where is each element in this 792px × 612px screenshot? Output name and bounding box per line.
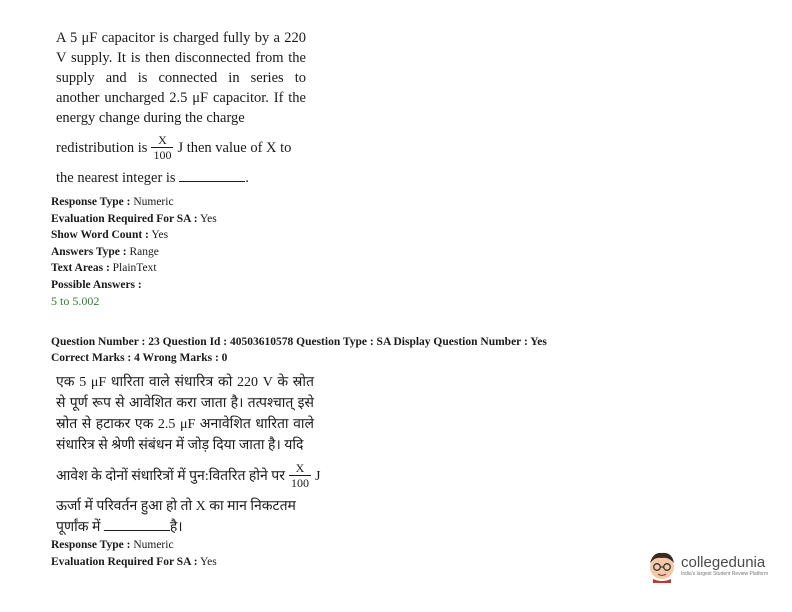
possible-answer-value: 5 to 5.002	[51, 294, 100, 308]
meta-key: Evaluation Required For SA :	[51, 212, 198, 225]
meta-value: Range	[129, 245, 159, 258]
fraction-x-over-100	[151, 134, 173, 162]
meta-value: Yes	[151, 229, 169, 241]
fraction-denominator: 100	[153, 148, 172, 162]
response-meta-1	[51, 194, 217, 310]
fraction-line	[56, 456, 321, 496]
fraction-prefix: redistribution is	[56, 140, 148, 156]
meta-key: Show Word Count :	[51, 229, 149, 241]
question-last-line	[56, 517, 314, 538]
marks-line: Correct Marks : 4 Wrong Marks : 0	[51, 352, 228, 364]
meta-row	[51, 537, 217, 554]
fraction-line	[56, 128, 306, 168]
question-id-line: Question Number : 23 Question Id : 40503610578 Question Type : SA Display Question Number : Yes	[51, 336, 547, 348]
meta-key: Response Type :	[51, 196, 131, 208]
meta-value: PlainText	[112, 262, 157, 274]
question-last-line	[56, 168, 306, 188]
collegedunia-logo	[645, 546, 777, 586]
question-text-english	[56, 28, 306, 188]
meta-row	[51, 194, 217, 211]
meta-row	[51, 554, 217, 571]
meta-value: Yes	[200, 555, 217, 568]
meta-key: Evaluation Required For SA :	[51, 555, 198, 568]
fraction-numerator: X	[158, 133, 167, 147]
logo-text	[681, 555, 768, 578]
fraction-suffix: J	[314, 468, 321, 484]
logo-name: collegedunia	[681, 553, 766, 571]
meta-row	[51, 227, 217, 244]
response-meta-2	[51, 537, 217, 570]
last-line-period: .	[245, 170, 249, 186]
question-header	[51, 334, 547, 366]
last-line-text: पूर्णांक में	[56, 520, 101, 535]
fraction-numerator: X	[295, 461, 305, 475]
question-line: ऊर्जा में परिवर्तन हुआ हो तो X का मान निकटतम	[56, 499, 296, 514]
meta-key: Text Areas :	[51, 262, 110, 274]
student-avatar-icon	[645, 549, 679, 583]
question-paragraph: एक 5 μF धारिता वाले संधारित्र को 220 V के स्रोत से पूर्ण रूप से आवेशित करा जाता है। तत्पश्चात् इसे स्रोत से हटाकर एक 2.5 μF अनावेशित धारिता वाले संधारित्र से श्रेणी संबंधन में जोड़ दिया जाता है। यदि	[56, 375, 314, 453]
question-paragraph: A 5 μF capacitor is charged fully by a 220 V supply. It is then disconnected from the supply and is connected in series to another uncharged 2.5 μF capacitor. If the energy change during the charge	[56, 30, 306, 126]
fraction-x-over-100	[289, 462, 311, 490]
meta-row	[51, 260, 217, 277]
meta-value: Numeric	[133, 539, 174, 551]
logo-tagline: India's largest Student Review Platform	[681, 570, 769, 577]
last-line-text: the nearest integer is	[56, 170, 176, 186]
answer-blank	[104, 518, 170, 531]
meta-row	[51, 211, 217, 228]
meta-value: Yes	[200, 212, 217, 225]
fraction-suffix: J then value of X to	[177, 140, 292, 156]
meta-row	[51, 277, 217, 294]
meta-row	[51, 244, 217, 261]
answer-blank	[179, 169, 245, 182]
meta-key: Possible Answers :	[51, 278, 142, 291]
meta-key: Answers Type :	[51, 245, 127, 258]
question-text-hindi	[56, 372, 321, 538]
fraction-prefix: आवेश के दोनों संधारित्रों में पुन:वितरित होने पर	[56, 468, 285, 484]
meta-key: Response Type :	[51, 539, 131, 551]
last-line-end: है।	[169, 520, 183, 535]
fraction-denominator: 100	[290, 476, 309, 490]
meta-value: Numeric	[133, 196, 174, 208]
